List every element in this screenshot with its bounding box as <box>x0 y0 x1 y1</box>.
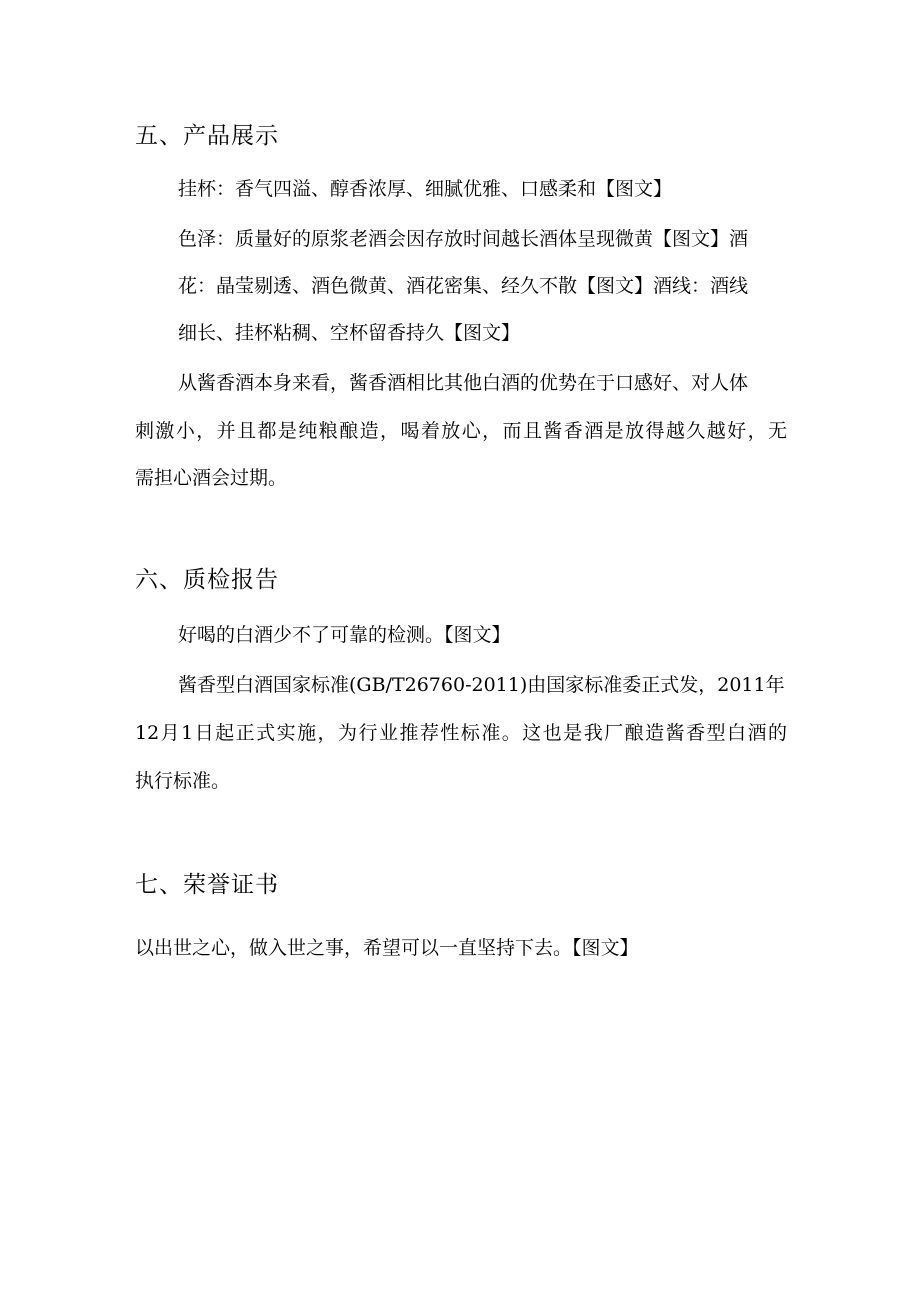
section-5-line-3: 花：晶莹剔透、酒色微黄、酒花密集、经久不散【图文】酒线：酒线 <box>178 275 749 297</box>
section-6-paragraph-line-3: 执行标准。 <box>135 770 231 792</box>
section-5-line-2: 色泽：质量好的原浆老酒会因存放时间越长酒体呈现微黄【图文】酒 <box>178 228 749 250</box>
section-7-line-1: 以出世之心，做入世之事，希望可以一直坚持下去。【图文】 <box>135 937 639 959</box>
section-6-paragraph-line-2: 12月1日起正式实施，为行业推荐性标准。这也是我厂酿造酱香型白酒的 <box>135 722 787 744</box>
section-6-paragraph-line-1: 酱香型白酒国家标准(GB/T26760-2011)由国家标准委正式发，2011年 <box>178 674 785 696</box>
section-6-heading: 六、质检报告 <box>135 567 279 593</box>
section-5-paragraph-line-3: 需担心酒会过期。 <box>135 467 288 489</box>
section-7-heading: 七、荣誉证书 <box>135 872 279 898</box>
section-6-line-1: 好喝的白酒少不了可靠的检测。【图文】 <box>178 624 511 646</box>
section-5-heading: 五、产品展示 <box>135 123 279 149</box>
section-5-line-1: 挂杯：香气四溢、醇香浓厚、细腻优雅、口感柔和【图文】 <box>178 178 673 200</box>
section-5-paragraph-line-1: 从酱香酒本身来看，酱香酒相比其他白酒的优势在于口感好、对人体 <box>178 372 749 394</box>
section-5-line-4: 细长、挂杯粘稠、空杯留香持久【图文】 <box>178 322 521 344</box>
section-5-paragraph-line-2: 刺激小，并且都是纯粮酿造，喝着放心，而且酱香酒是放得越久越好，无 <box>135 420 787 442</box>
